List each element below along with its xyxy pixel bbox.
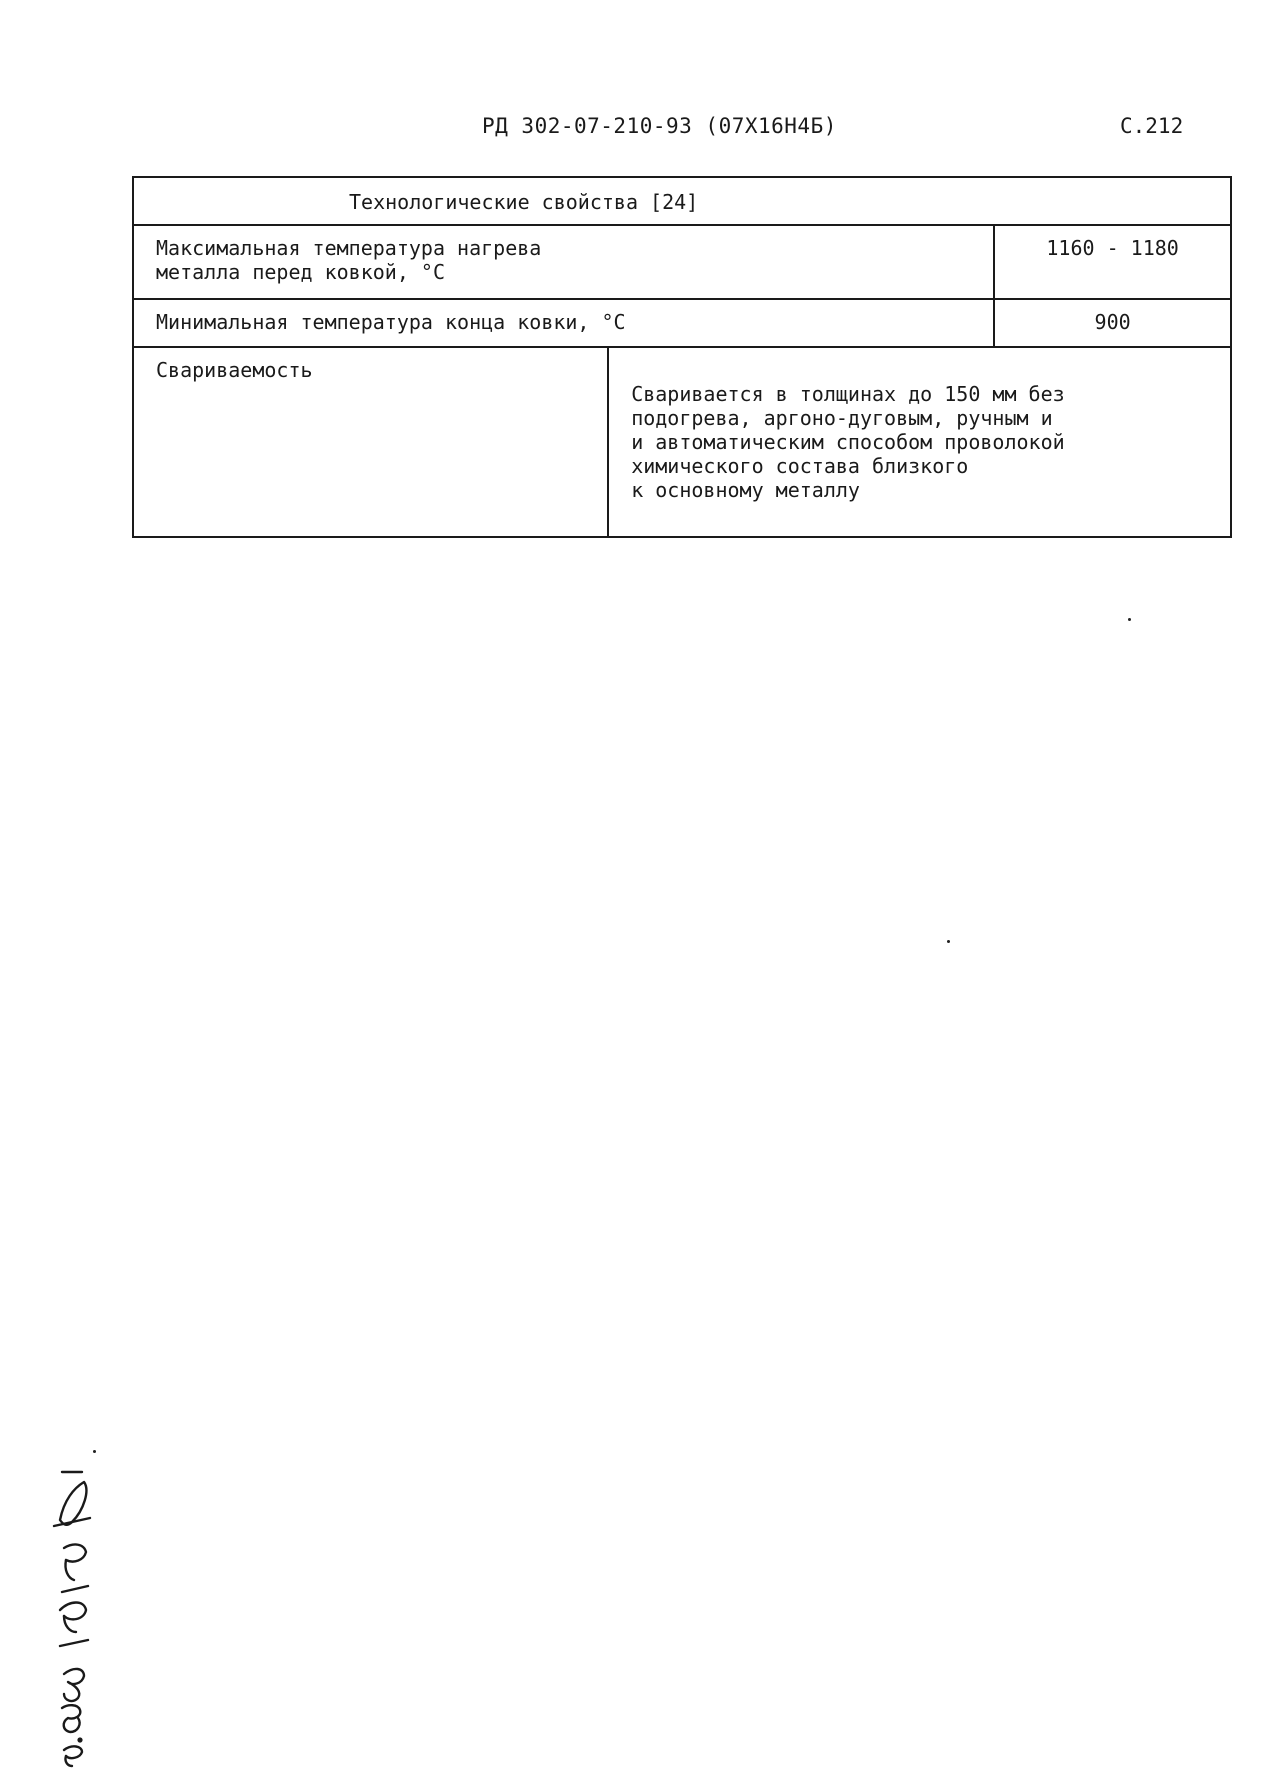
document-code: РД 302-07-210-93 (07Х16Н4Б): [482, 114, 837, 138]
row-label-weldability: Свариваемость: [133, 347, 608, 537]
table-title-row: [133, 177, 1231, 225]
scan-speck: [1128, 618, 1131, 621]
scan-speck: [947, 940, 950, 943]
handwritten-signature: [24, 1460, 114, 1770]
row-label-min-temperature: Минимальная температура конца ковки, °С: [133, 299, 994, 347]
row-label-max-temperature: Максимальная температура нагрева металла перед ковкой, °С: [133, 225, 994, 299]
weldability-text: Сваривается в толщинах до 150 мм без подогрева, аргоно-дуговым, ручным и и автоматическим способом проволокой химического состава близкого к основному металлу: [631, 382, 1065, 502]
technological-properties-table: [132, 176, 1232, 538]
row-value-min-temperature: 900: [994, 299, 1231, 347]
table-row: [133, 225, 1231, 299]
scan-speck: [93, 1450, 96, 1453]
row-value-weldability: [608, 347, 1231, 537]
row-value-max-temperature: 1160 - 1180: [994, 225, 1231, 299]
page-number: С.212: [1120, 114, 1184, 138]
table-row: [133, 347, 1231, 537]
table-title: Технологические свойства [24]: [133, 177, 1231, 225]
table-row: [133, 299, 1231, 347]
